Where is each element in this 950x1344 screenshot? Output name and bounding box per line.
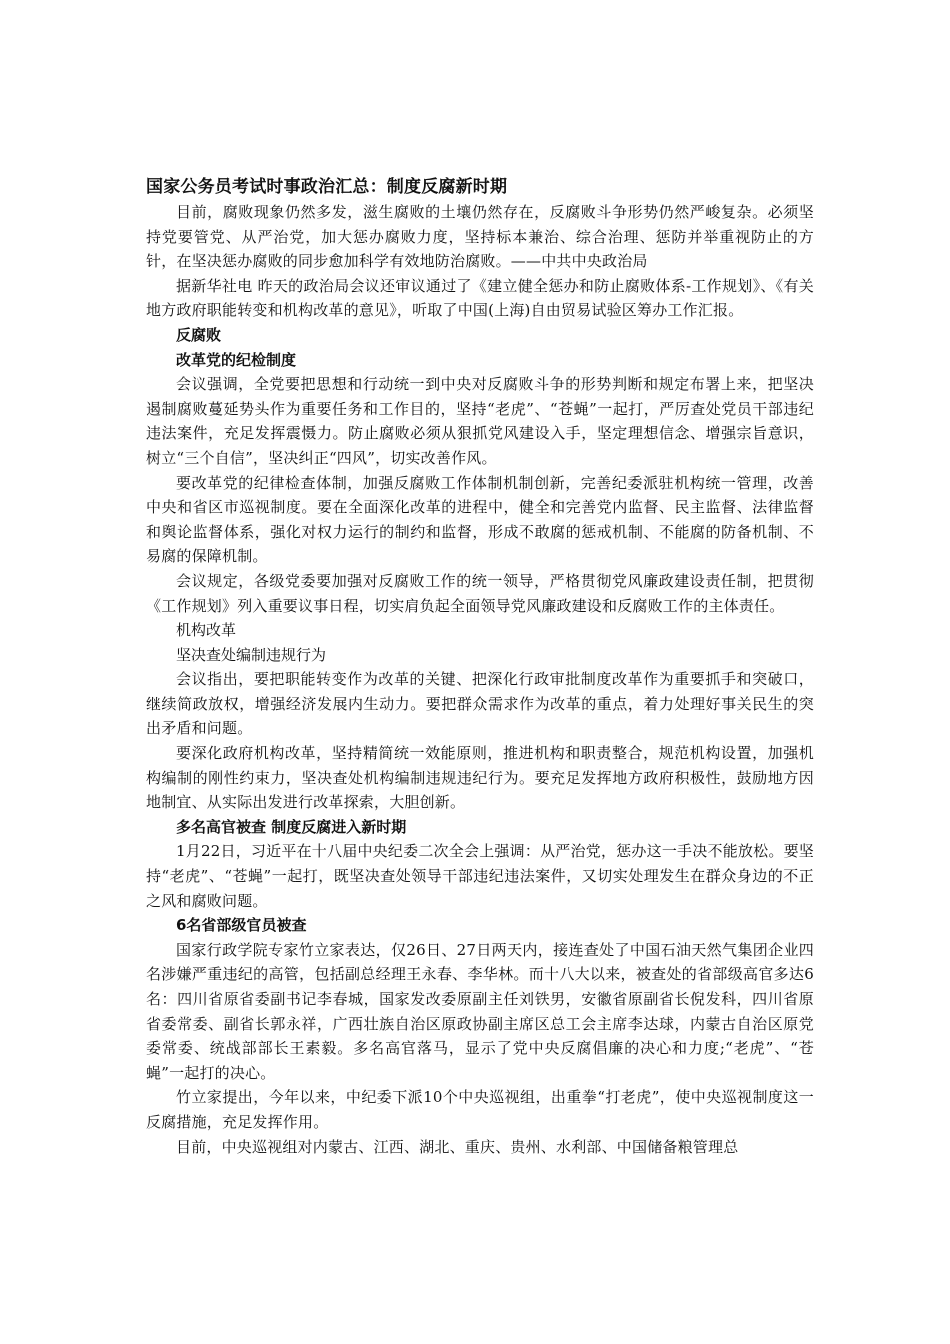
- paragraph-current-inspections: 目前，中央巡视组对内蒙古、江西、湖北、重庆、贵州、水利部、中国储备粮管理总: [176, 1137, 739, 1156]
- subheading-staffing-violations: 坚决查处编制违规行为: [176, 645, 327, 664]
- paragraph-xi-speech: 1月22日，习近平在十八届中央纪委二次全会上强调：从严治党，惩办这一手决不能放松。要坚持“老虎”、“苍蝇”一起打，既坚决查处领导干部违纪违法案件，又切实处理发生在群众身边的不正之风和腐败问题。: [146, 842, 814, 910]
- subheading-six-officials: 6名省部级官员被查: [176, 916, 307, 935]
- paragraph-function-transform: 会议指出，要把职能转变作为改革的关键、把深化行政审批制度改革作为重要抓手和突破口，继续简政放权，增强经济发展内生动力。要把群众需求作为改革的重点，着力处理好事关民生的突出矛盾和问题。: [146, 670, 814, 738]
- heading-institution-reform: 机构改革: [176, 621, 237, 640]
- paragraph-expert-statement: 国家行政学院专家竹立家表达，仅26日、27日两天内，接连查处了中国石油天然气集团企业四名涉嫌严重违纪的高管，包括副总经理王永春、李华林。而十八大以来，被查处的省部级高官多达6名：四川省原省委副书记李春城，国家发改委原副主任刘铁男，安徽省原副省长倪发科，四川省原省委常委、副省长郭永祥，广西壮族自治区原政协副主席区总工会主席李达球，内蒙古自治区原党委常委、统战部部长王素毅。多名高官落马，显示了党中央反腐倡廉的决心和力度;“老虎”、“苍蝇”一起打的决心。: [146, 940, 814, 1082]
- document-page: [146, 176, 814, 1159]
- paragraph-intro: 目前，腐败现象仍然多发，滋生腐败的土壤仍然存在，反腐败斗争形势仍然严峻复杂。必须坚持党要管党、从严治党，加大惩办腐败力度，坚持标本兼治、综合治理、惩防并举重视防止的方针，在坚决惩办腐败的同步愈加科学有效地防治腐败。——中共中央政治局: [146, 203, 814, 271]
- paragraph-xinhua: 据新华社电 昨天的政治局会议还审议通过了《建立健全惩办和防止腐败体系-工作规划》、《有关地方政府职能转变和机构改革的意见》，听取了中国(上海)自由贸易试验区筹办工作汇报。: [146, 276, 814, 320]
- paragraph-government-reform: 要深化政府机构改革，坚持精简统一效能原则，推进机构和职责整合，规范机构设置，加强机构编制的刚性约束力，坚决查处机构编制违规违纪行为。要充足发挥地方政府积极性，鼓励地方因地制宜、从实际出发进行改革探索，大胆创新。: [146, 744, 814, 812]
- paragraph-inspection-groups: 竹立家提出，今年以来，中纪委下派10个中央巡视组，出重拳“打老虎”，使中央巡视制度这一反腐措施，充足发挥作用。: [146, 1088, 814, 1131]
- paragraph-discipline-system: 要改革党的纪律检查体制，加强反腐败工作体制机制创新，完善纪委派驻机构统一管理，改善中央和省区市巡视制度。要在全面深化改革的进程中，健全和完善党内监督、民主监督、法律监督和舆论监督体系，强化对权力运行的制约和监督，形成不敢腐的惩戒机制、不能腐的防备机制、不易腐的保障机制。: [146, 473, 814, 566]
- paragraph-meeting-emphasis: 会议强调，全党要把思想和行动统一到中央对反腐败斗争的形势判断和规定布署上来，把坚决遏制腐败蔓延势头作为重要任务和工作目的，坚持“老虎”、“苍蝇”一起打，严厉查处党员干部违纪违法案件，充足发挥震慑力。防止腐败必须从狠抓党风建设入手，坚定理想信念、增强宗旨意识，树立“三个自信”，坚决纠正“四风”，切实改善作风。: [146, 375, 814, 467]
- subheading-discipline-reform: 改革党的纪检制度: [176, 350, 297, 369]
- document-title: 国家公务员考试时事政治汇总：制度反腐新时期: [146, 177, 508, 197]
- heading-anti-corruption: 反腐败: [176, 325, 222, 344]
- paragraph-meeting-rules: 会议规定，各级党委要加强对反腐败工作的统一领导，严格贯彻党风廉政建设责任制，把贯彻《工作规划》列入重要议事日程，切实肩负起全面领导党风廉政建设和反腐败工作的主体责任。: [146, 571, 814, 615]
- heading-officials-investigated: 多名高官被查 制度反腐进入新时期: [176, 817, 407, 836]
